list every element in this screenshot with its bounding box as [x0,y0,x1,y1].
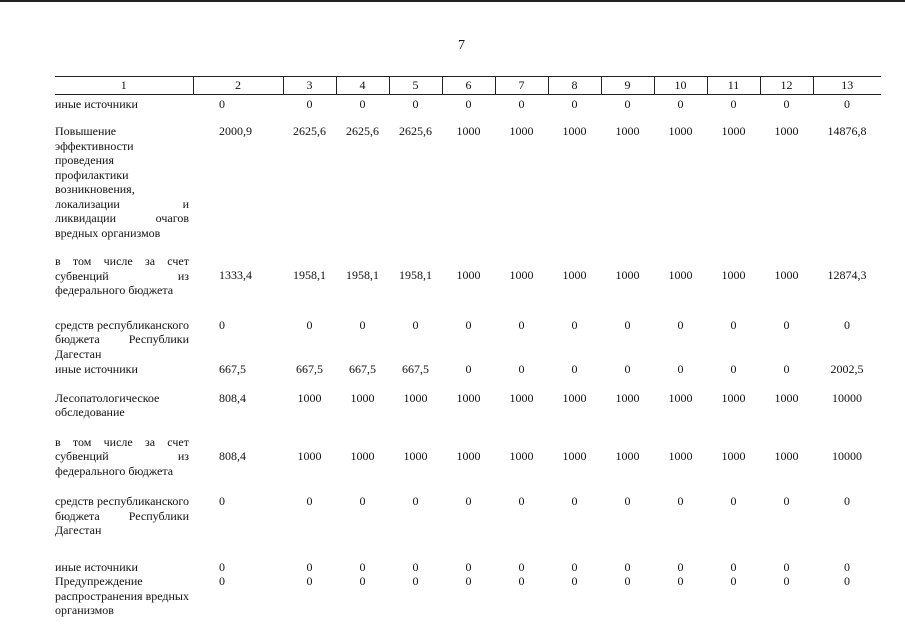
row-value: 1000 [297,448,322,463]
row-value: 0 [465,574,472,588]
row-value: 1000 [562,390,587,405]
row-label: в том числе за счет субвенций из федерального бюджета [55,434,189,478]
row-value: 1000 [350,390,375,405]
row-value: 1000 [668,448,693,463]
row-value: 808,4 [219,390,246,405]
row-value: 14876,8 [827,124,867,138]
row-value: 0 [730,317,737,332]
row-value: 2002,5 [830,362,864,376]
row-value: 0 [624,574,631,588]
row-value: 2000,9 [219,124,252,138]
row-value: 1000 [562,448,587,463]
row-label: иные источники [55,559,138,574]
row-value: 0 [783,559,790,574]
row-value: 1333,4 [219,268,252,282]
row-value: 1000 [774,124,799,138]
row-value: 0 [624,362,631,376]
row-value: 0 [730,362,737,376]
row-value: 0 [624,96,631,111]
row-value: 0 [465,362,472,376]
row-value: 0 [783,494,790,508]
budget-table [55,76,881,618]
row-value: 0 [518,96,525,111]
row-label: Лесопатологическое обследование [55,390,160,419]
row-value: 0 [844,96,850,111]
page-number: 7 [458,38,465,53]
row-value: 0 [677,494,684,508]
row-value: 0 [359,317,366,332]
row-value: 0 [783,574,790,588]
row-value: 0 [306,559,313,574]
row-value: 1000 [615,390,640,405]
table-row [55,420,881,479]
row-value: 0 [465,96,472,111]
row-value: 0 [412,574,419,588]
row-value: 667,5 [296,362,323,376]
row-value: 0 [571,574,578,588]
table-row [55,94,881,111]
header-row [55,77,881,95]
row-value: 1000 [668,268,693,282]
row-value: 0 [844,317,850,332]
table-row [55,538,881,575]
row-value: 1000 [615,448,640,463]
row-value: 0 [571,96,578,111]
column-header: 8 [548,77,601,95]
column-header: 6 [442,77,495,95]
row-value: 0 [571,559,578,574]
table-row [55,298,881,362]
row-value: 0 [219,317,225,332]
row-value: 1000 [721,390,746,405]
row-label: в том числе за счет субвенций из федерального бюджета [55,254,189,297]
column-header: 11 [707,77,760,95]
row-label: иные источники [55,362,138,376]
row-value: 1000 [509,448,534,463]
column-header: 2 [193,77,283,95]
row-value: 0 [219,559,225,574]
row-value: 0 [624,494,631,508]
row-value: 0 [359,96,366,111]
row-label: Предупреждение распространения вредных организмов [55,574,189,617]
row-value: 0 [465,317,472,332]
row-value: 0 [359,559,366,574]
column-header: 1 [55,77,193,95]
row-value: 1000 [456,124,481,138]
row-value: 0 [571,317,578,332]
row-value: 0 [730,559,737,574]
row-value: 1958,1 [399,268,432,282]
row-value: 1000 [615,268,640,282]
column-header: 9 [601,77,654,95]
row-label: средств республиканского бюджета Республики Дагестан [55,494,189,537]
row-value: 0 [571,362,578,376]
row-value: 1000 [456,268,481,282]
row-value: 0 [571,494,578,508]
row-label: средств республиканского бюджета Республики Дагестан [55,317,189,361]
row-value: 0 [677,559,684,574]
row-value: 0 [306,494,313,508]
row-value: 667,5 [402,362,429,376]
row-value: 1000 [509,390,534,405]
table-row [55,574,881,618]
row-label: иные источники [55,96,138,111]
row-value: 0 [465,494,472,508]
row-value: 1000 [668,390,693,405]
row-value: 808,4 [219,448,246,463]
row-value: 1000 [456,390,481,405]
row-value: 0 [518,317,525,332]
row-value: 0 [412,494,419,508]
column-header: 3 [283,77,336,95]
row-value: 0 [219,574,225,588]
row-value: 0 [465,559,472,574]
row-value: 0 [412,559,419,574]
row-value: 2625,6 [346,124,379,138]
column-header: 10 [654,77,707,95]
row-value: 1000 [668,124,693,138]
row-value: 0 [844,559,850,574]
row-value: 1000 [509,268,534,282]
row-value: 1000 [721,124,746,138]
row-value: 0 [844,494,850,508]
row-value: 0 [306,96,313,111]
row-value: 0 [624,559,631,574]
row-value: 12874,3 [827,268,867,282]
row-value: 0 [219,494,225,508]
row-value: 0 [730,574,737,588]
row-value: 667,5 [219,362,246,376]
row-value: 1000 [509,124,534,138]
row-value: 1000 [721,268,746,282]
row-value: 1000 [721,448,746,463]
row-value: 0 [306,574,313,588]
row-value: 1000 [562,268,587,282]
row-value: 10000 [832,390,862,405]
row-value: 0 [359,494,366,508]
column-header: 5 [389,77,442,95]
row-value: 0 [730,494,737,508]
row-value: 0 [730,96,737,111]
row-value: 1000 [350,448,375,463]
row-value: 0 [412,317,419,332]
row-value: 1000 [774,390,799,405]
row-value: 1000 [615,124,640,138]
row-value: 1000 [774,268,799,282]
row-value: 1000 [774,448,799,463]
table-row [55,478,881,538]
table-body [55,94,881,618]
row-value: 2625,6 [293,124,326,138]
table-row [55,111,881,240]
row-value: 0 [518,494,525,508]
row-value: 1000 [403,448,428,463]
row-value: 0 [783,362,790,376]
row-value: 0 [518,362,525,376]
row-value: 1000 [403,390,428,405]
row-value: 0 [219,96,225,111]
row-value: 0 [306,317,313,332]
column-header: 12 [760,77,813,95]
column-header: 13 [813,77,881,95]
row-value: 0 [412,96,419,111]
row-value: 1958,1 [293,268,326,282]
column-header: 4 [336,77,389,95]
row-value: 0 [677,574,684,588]
row-value: 0 [518,559,525,574]
row-value: 0 [677,362,684,376]
row-value: 0 [677,317,684,332]
row-value: 0 [518,574,525,588]
row-value: 0 [677,96,684,111]
row-value: 10000 [832,448,862,463]
table-row [55,377,881,420]
row-value: 1000 [562,124,587,138]
row-value: 2625,6 [399,124,432,138]
row-value: 667,5 [349,362,376,376]
row-value: 0 [783,317,790,332]
row-value: 0 [624,317,631,332]
row-value: 0 [783,96,790,111]
row-value: 0 [359,574,366,588]
column-header: 7 [495,77,548,95]
row-label: Повышение эффективности проведения профилактики возникновения, локализации и ликвидации очагов вредных организмов [55,124,189,240]
table-row [55,361,881,377]
top-rule [0,0,905,2]
table-row [55,240,881,298]
row-value: 1958,1 [346,268,379,282]
row-value: 1000 [456,448,481,463]
row-value: 0 [844,574,850,588]
row-value: 1000 [297,390,322,405]
